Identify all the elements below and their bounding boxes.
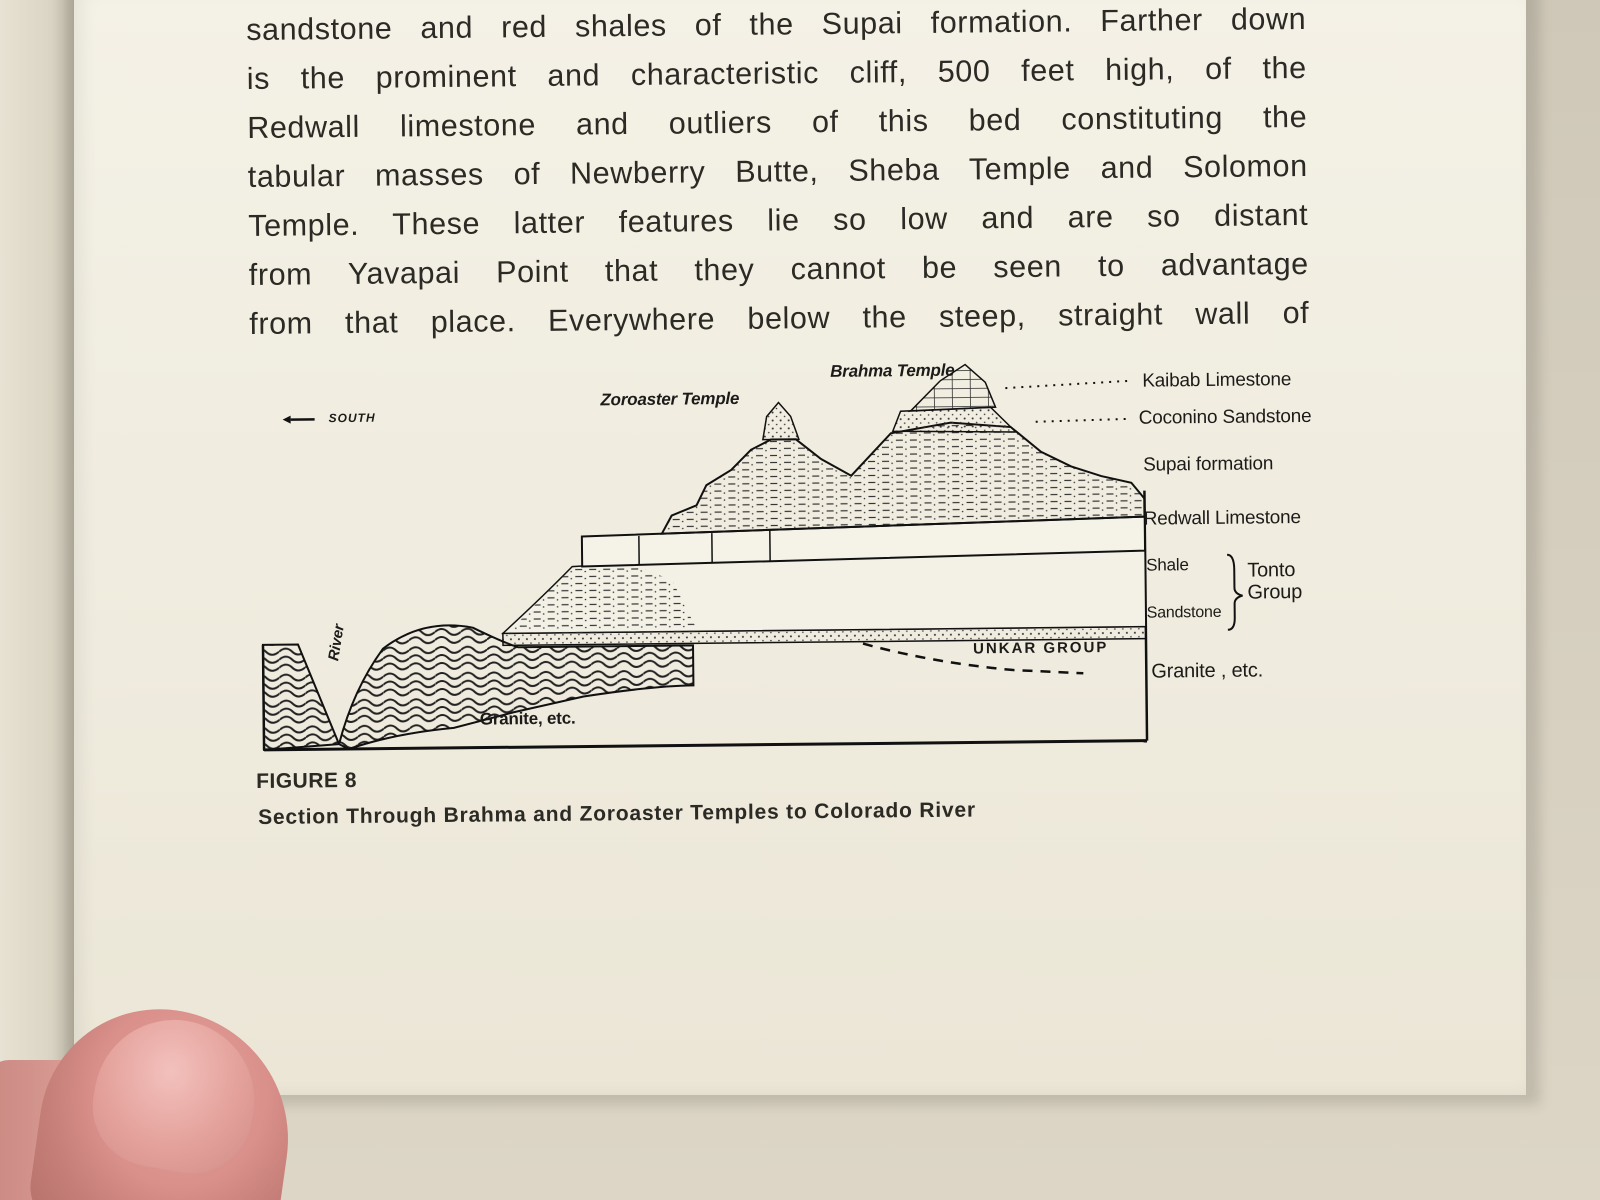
south-label: SOUTH (328, 410, 376, 426)
text-line: Temple. These latter features lie so low and are so distant (248, 197, 1309, 243)
text-line: tabular masses of Newberry Butte, Sheba Temple and Solomon (247, 148, 1308, 194)
body-text (246, 0, 1310, 351)
text-line: is the prominent and characteristic cliff, 500 feet high, of the (246, 50, 1307, 96)
redwall-limestone-label: Redwall Limestone (1143, 507, 1301, 530)
granite-left-block (263, 644, 339, 750)
south-arrow-icon (283, 415, 315, 423)
granite-inner-label: Granite, etc. (479, 708, 576, 729)
unkar-group-label: UNKAR GROUP (972, 639, 1109, 658)
figure-caption-title: FIGURE 8 (256, 768, 358, 793)
coconino-sandstone-label: Coconino Sandstone (1138, 405, 1312, 429)
supai-formation (661, 421, 1145, 534)
kaibab-limestone-label: Kaibab Limestone (1142, 369, 1292, 392)
shale-label: Shale (1146, 555, 1189, 575)
supai-formation-label: Supai formation (1143, 453, 1274, 476)
text-line: from Yavapai Point that they cannot be seen to advantage (248, 246, 1309, 292)
tonto-bracket (1227, 555, 1243, 630)
brahma-temple-label: Brahma Temple (830, 360, 955, 381)
text-line: from that place. Everywhere below the steep, straight wall of (249, 295, 1310, 341)
figure-8-cross-section (250, 348, 1364, 780)
group-label: Group (1247, 580, 1303, 604)
river-label: River (325, 623, 348, 663)
zoroaster-temple-label: Zoroaster Temple (600, 388, 740, 410)
zoroaster-cap (762, 402, 798, 439)
granite-right-label: Granite , etc. (1151, 659, 1264, 683)
figure-caption-text: Section Through Brahma and Zoroaster Temples to Colorado River (258, 798, 977, 829)
sandstone-label: Sandstone (1146, 603, 1222, 622)
tonto-label: Tonto (1247, 559, 1296, 582)
text-line: sandstone and red shales of the Supai formation. Farther down (246, 1, 1307, 47)
text-line: Redwall limestone and outliers of this bed constituting the (247, 99, 1308, 145)
